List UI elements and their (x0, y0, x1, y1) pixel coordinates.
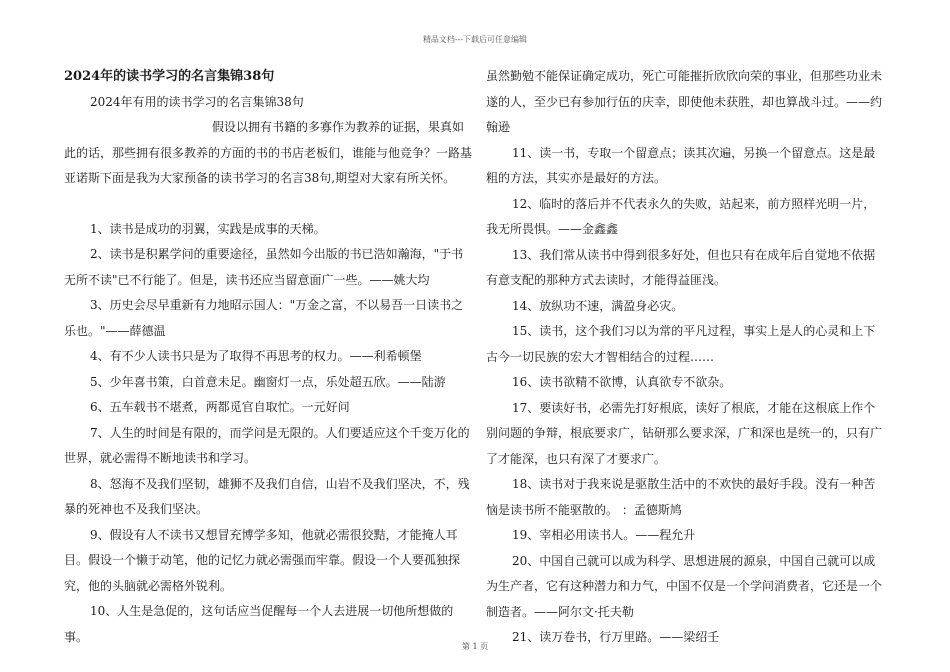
quote-item: 8、怒海不及我们坚韧，雄狮不及我们自信，山岩不及我们坚决，不，残暴的死神也不及我们坚决。 (64, 476, 470, 516)
quote-item: 13、我们常从读书中得到很多好处，但也只有在成年后自觉地不依据有意支配的那种方式去读时，才能得益匪浅。 (486, 247, 876, 287)
quote-item: 5、少年喜书策，白首意未足。幽窗灯一点，乐处超五欣。——陆游 (90, 374, 446, 389)
quote-item: 16、读书欲精不欲博，认真欲专不欲杂。 (512, 375, 732, 389)
quote-item: 10、人生是急促的，这句话应当促醒每一个人去进展一切他所想做的事。 (64, 604, 454, 644)
quote-item: 12、临时的落后并不代表永久的失败，站起来，前方照样光明一片，我无所畏惧。——金鑫鑫 (486, 196, 876, 236)
page-number: 第 1 页 (461, 642, 489, 651)
intro-paragraph: 假设以拥有书籍的多寡作为教养的证据，果真如此的话，那些拥有很多教养的方面的书的书店老板们，谁能与他竞争？一路基亚诺斯下面是我为大家预备的读书学习的名言38句,期望对大家有所关怀。 (64, 120, 473, 185)
quote-item: 7、人生的时间是有限的，而学问是无限的。人们要适应这个千变万化的世界，就必需得不断地读书和学习。 (64, 425, 470, 465)
quote-item: 14、放纵功不速，满盈身必灾。 (512, 298, 684, 313)
quote-item: 19、宰相必用读书人。——程允升 (512, 528, 696, 542)
page-header: 精品文档---下载后可任意编辑 (422, 35, 528, 44)
spacer (64, 192, 474, 217)
quote-item: 9、假设有人不读书又想冒充博学多知，他就必需很狡黠，才能掩人耳目。假设一个懒于动笔，他的记忆力就必需强而牢靠。假设一个人要孤独探究，他的头脑就必需格外锐利。 (64, 527, 461, 593)
document-title: 2024年的读书学习的名言集锦38句 (64, 69, 275, 84)
quote-item: 11、读一书，专取一个留意点；读其次遍，另换一个留意点。这是最粗的方法，其实亦是最好的方法。 (486, 145, 876, 185)
left-column (64, 64, 474, 650)
quote-item: 1、读书是成功的羽翼，实践是成事的天梯。 (90, 221, 326, 236)
quote-item: 21、读万卷书，行万里路。——梁绍壬 (512, 630, 720, 644)
document-subtitle: 2024年有用的读书学习的名言集锦38句 (90, 94, 304, 109)
quote-item: 17、要读好书，必需先打好根底，读好了根底，才能在这根底上作个别问题的争辩，根底要求广，钻研那么要求深，广和深也是统一的，只有广了才能深，也只有深了才要求广。 (486, 400, 883, 466)
continued-paragraph: 虽然勤勉不能保证确定成功，死亡可能摧折欣欣向荣的事业，但那些功业未遂的人，至少已有参加行伍的庆幸，即使他未获胜，却也算战斗过。——约翰逊 (486, 69, 883, 134)
right-column (486, 64, 886, 651)
quote-item: 18、读书对于我来说是驱散生活中的不欢快的最好手段。没有一种苦恼是读书所不能驱散的。 ：孟德斯鸠 (486, 477, 876, 517)
quote-item: 3、历史会尽早重新有力地昭示国人："万金之富，不以易吾一日读书之乐也。"——薛德温 (64, 298, 464, 338)
quote-item: 6、五车载书不堪煮，两都觅官自取忙。一元好问 (90, 400, 350, 414)
quote-item: 20、中国自己就可以成为科学、思想进展的源泉，中国自己就可以成为生产者，它有这种潜力和力气，中国不仅是一个学问消费者，它还是一个制造者。——阿尔文·托夫勒 (486, 553, 883, 619)
quote-item: 15、读书，这个我们习以为常的平凡过程，事实上是人的心灵和上下古今一切民族的宏大才智相结合的过程…… (486, 324, 876, 364)
quote-item: 2、读书是积累学问的重要途径，虽然如今出版的书已浩如瀚海，"于书无所不读"已不行能了。但是，读书还应当留意面广一些。——姚大均 (64, 247, 464, 287)
quote-item: 4、有不少人读书只是为了取得不再思考的权力。——利希顿堡 (90, 349, 422, 363)
